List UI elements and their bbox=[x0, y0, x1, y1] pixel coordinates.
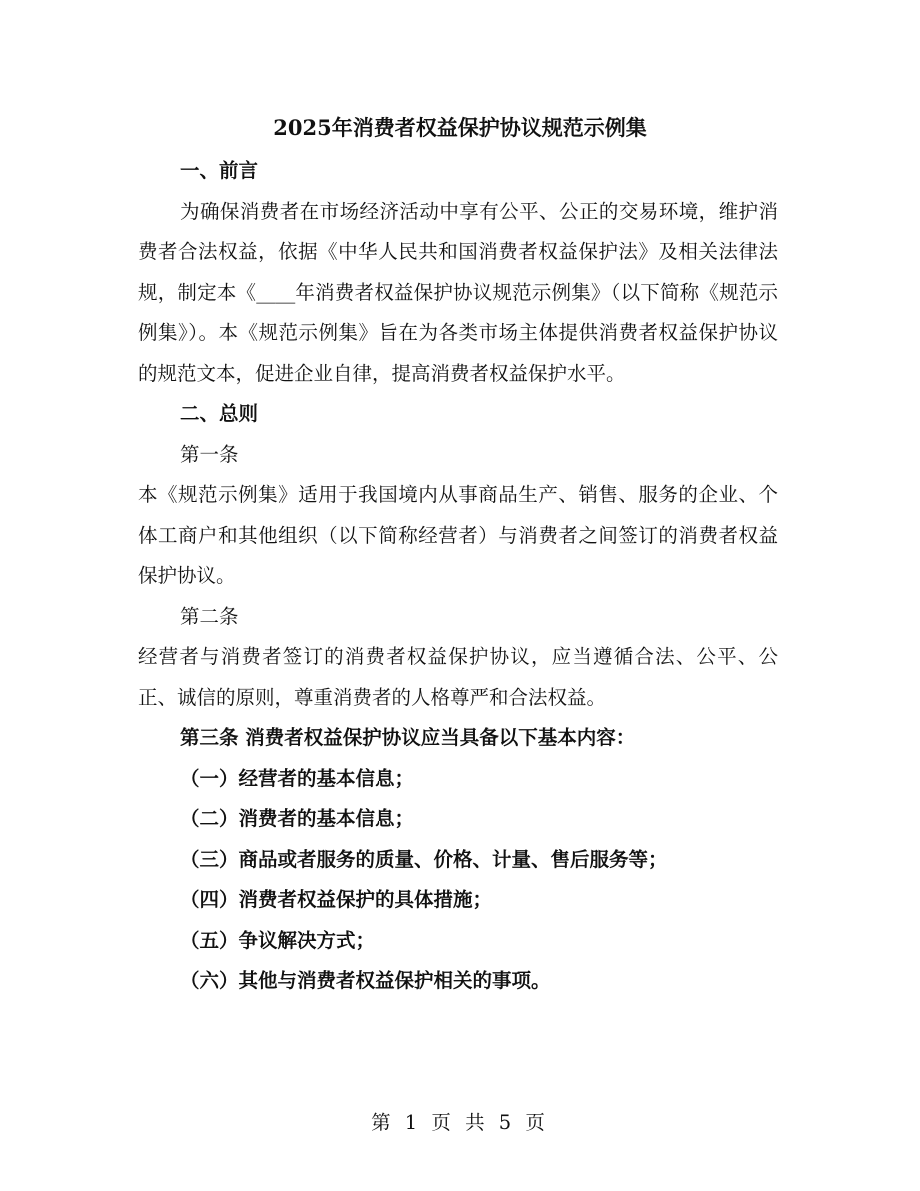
preface-paragraph: 为确保消费者在市场经济活动中享有公平、公正的交易环境，维护消费者合法权益，依据《中华人民共和国消费者权益保护法》及相关法律法规，制定本《____年消费者权益保护协议规范示例集》（以下简称《规范示例集》）。本《规范示例集》旨在为各类市场主体提供消费者权益保护协议的规范文本，促进企业自律，提高消费者权益保护水平。 bbox=[138, 199, 778, 385]
article-3-item: （三）商品或者服务的质量、价格、计量、售后服务等； bbox=[180, 847, 668, 871]
page-footer: 第 1 页 共 5 页 bbox=[371, 1111, 549, 1134]
section-heading-general: 二、总则 bbox=[180, 402, 259, 425]
article-2-label: 第二条 bbox=[180, 604, 239, 628]
article-3-item: （一）经营者的基本信息； bbox=[180, 766, 415, 790]
article-3-text: 第三条 消费者权益保护协议应当具备以下基本内容： bbox=[180, 726, 636, 749]
article-3-item: （四）消费者权益保护的具体措施； bbox=[180, 888, 493, 911]
article-1-text: 本《规范示例集》适用于我国境内从事商品生产、销售、服务的企业、个体工商户和其他组织（以下简称经营者）与消费者之间签订的消费者权益保护协议。 bbox=[138, 483, 778, 587]
article-3-item: （六）其他与消费者权益保护相关的事项。 bbox=[180, 969, 551, 992]
article-3-item: （二）消费者的基本信息； bbox=[180, 807, 415, 830]
article-1-label: 第一条 bbox=[180, 442, 239, 466]
document-body bbox=[138, 151, 778, 1002]
article-3-item: （五）争议解决方式； bbox=[180, 928, 376, 952]
section-heading-preface: 一、前言 bbox=[180, 159, 259, 182]
document-title: 2025年消费者权益保护协议规范示例集 bbox=[273, 115, 647, 140]
article-2-text: 经营者与消费者签订的消费者权益保护协议，应当遵循合法、公平、公正、诚信的原则，尊重消费者的人格尊严和合法权益。 bbox=[138, 645, 778, 709]
